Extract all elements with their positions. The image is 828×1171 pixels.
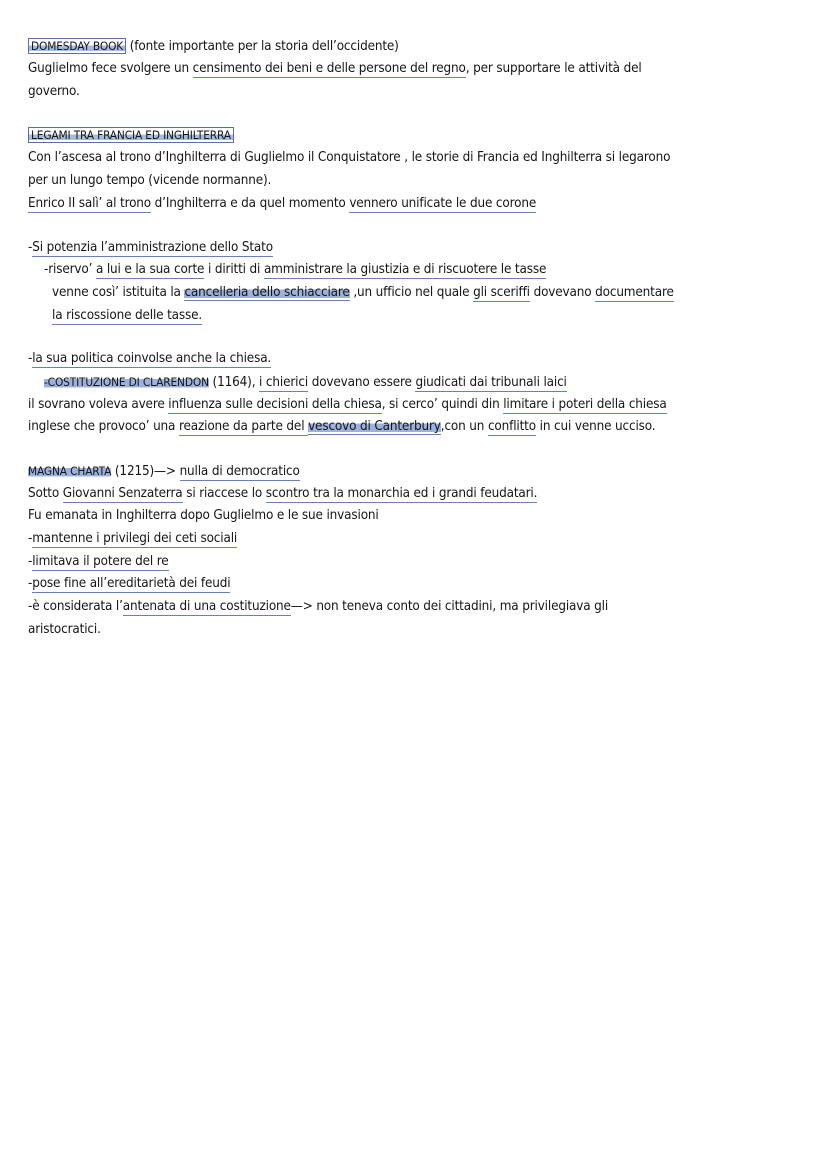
text-line: [28, 126, 234, 145]
underlined-text: amministrare la giustizia e di riscuotere le tasse: [263, 262, 547, 277]
text: i diritti di: [204, 262, 264, 277]
text-line: [28, 462, 300, 481]
text-line: [28, 172, 271, 190]
underlined-text: limitava il potere del re: [32, 554, 169, 569]
text-line: [44, 261, 546, 279]
text: inglese che provoco’ una: [28, 419, 179, 434]
underlined-text: influenza sulle decisioni della chiesa: [168, 397, 382, 412]
boxed-heading: LEGAMI TRA FRANCIA ED INGHILTERRA: [28, 127, 234, 143]
text: d’Inghilterra e da quel momento: [151, 196, 350, 211]
text: per un lungo tempo (vicende normanne).: [28, 173, 272, 188]
text-line: [28, 83, 80, 101]
underlined-text: Si potenzia l’amministrazione dello Stato: [32, 240, 273, 255]
text: aristocratici.: [28, 622, 101, 637]
text-line: [28, 598, 608, 616]
text: ,con un: [440, 419, 488, 434]
text-line: [28, 195, 536, 213]
text: Guglielmo fece svolgere un: [28, 61, 193, 76]
underlined-text: pose fine all’ereditarietà dei feudi: [32, 576, 231, 591]
underlined-text: vennero unificate le due corone: [349, 196, 537, 211]
underlined-text: scontro tra la monarchia ed i grandi feudatari.: [265, 486, 538, 501]
text-line: [52, 307, 202, 325]
text: , per supportare le attività del: [465, 61, 642, 76]
underlined-text: conflitto: [487, 419, 536, 434]
highlighted-heading: MAGNA CHARTA: [28, 464, 112, 478]
text-line: [28, 37, 399, 56]
text-line: [28, 530, 237, 548]
text: —> non teneva conto dei cittadini, ma privilegiava gli: [290, 599, 609, 614]
underlined-text: nulla di democratico: [179, 464, 300, 479]
text-line: [28, 149, 670, 167]
underlined-text: mantenne i privilegi dei ceti sociali: [32, 531, 238, 546]
underlined-text: Giovanni Senzaterra: [62, 486, 183, 501]
text: (1215)—>: [111, 464, 180, 479]
underlined-text: censimento dei beni e delle persone del regno: [192, 61, 466, 76]
boxed-heading: DOMESDAY BOOK: [28, 38, 126, 54]
underlined-text: la riscossione delle tasse.: [52, 308, 203, 323]
text: (1164),: [208, 375, 260, 390]
text-line: [28, 507, 379, 525]
text: in cui venne ucciso.: [535, 419, 656, 434]
underlined-text: documentare: [595, 285, 674, 300]
underlined-text: reazione da parte del: [178, 419, 309, 434]
highlighted-heading: -COSTITUZIONE DI CLARENDON: [44, 375, 209, 389]
underlined-text: giudicati dai tribunali laici: [415, 375, 567, 390]
text-line: [28, 553, 169, 571]
text-line: [28, 60, 642, 78]
text: , si cerco’ quindi din: [381, 397, 504, 412]
text: il sovrano voleva avere: [28, 397, 169, 412]
text: venne così’ istituita la: [52, 285, 185, 300]
text: -: [28, 351, 33, 366]
text: governo.: [28, 84, 80, 99]
text: -: [28, 531, 33, 546]
text-line: [28, 418, 655, 436]
text: -: [28, 576, 33, 591]
highlighted-text: vescovo di Canterbury: [308, 419, 441, 434]
underlined-text: gli sceriffi: [473, 285, 530, 300]
text: dovevano essere: [308, 375, 416, 390]
text-line: [28, 350, 271, 368]
text: ,un ufficio nel quale: [349, 285, 474, 300]
text-line: [28, 485, 537, 503]
text: -: [28, 554, 33, 569]
text-line: [28, 621, 101, 639]
text: -è considerata l’: [28, 599, 123, 614]
text: Sotto: [28, 486, 63, 501]
underlined-text: antenata di una costituzione: [122, 599, 291, 614]
underlined-text: i chierici: [259, 375, 309, 390]
text: si riaccese lo: [182, 486, 266, 501]
text: Con l’ascesa al trono d’Inghilterra di Guglielmo il Conquistatore , le storie di Francia ed Inghilterra si legarono: [28, 150, 671, 165]
underlined-text: limitare i poteri della chiesa: [503, 397, 667, 412]
text: -: [28, 240, 33, 255]
text-line: [28, 239, 273, 257]
text-line: [52, 284, 674, 302]
highlighted-text: cancelleria dello schiacciare: [184, 285, 350, 300]
text-line: [44, 373, 567, 392]
text: dovevano: [529, 285, 596, 300]
underlined-text: la sua politica coinvolse anche la chiesa.: [32, 351, 272, 366]
underlined-text: Enrico II salì’ al trono: [28, 196, 151, 211]
text-line: [28, 575, 230, 593]
text: (fonte importante per la storia dell’occidente): [126, 39, 399, 54]
text: -riservo’: [44, 262, 96, 277]
text-line: [28, 396, 667, 414]
text: Fu emanata in Inghilterra dopo Guglielmo e le sue invasioni: [28, 508, 379, 523]
underlined-text: a lui e la sua corte: [95, 262, 205, 277]
